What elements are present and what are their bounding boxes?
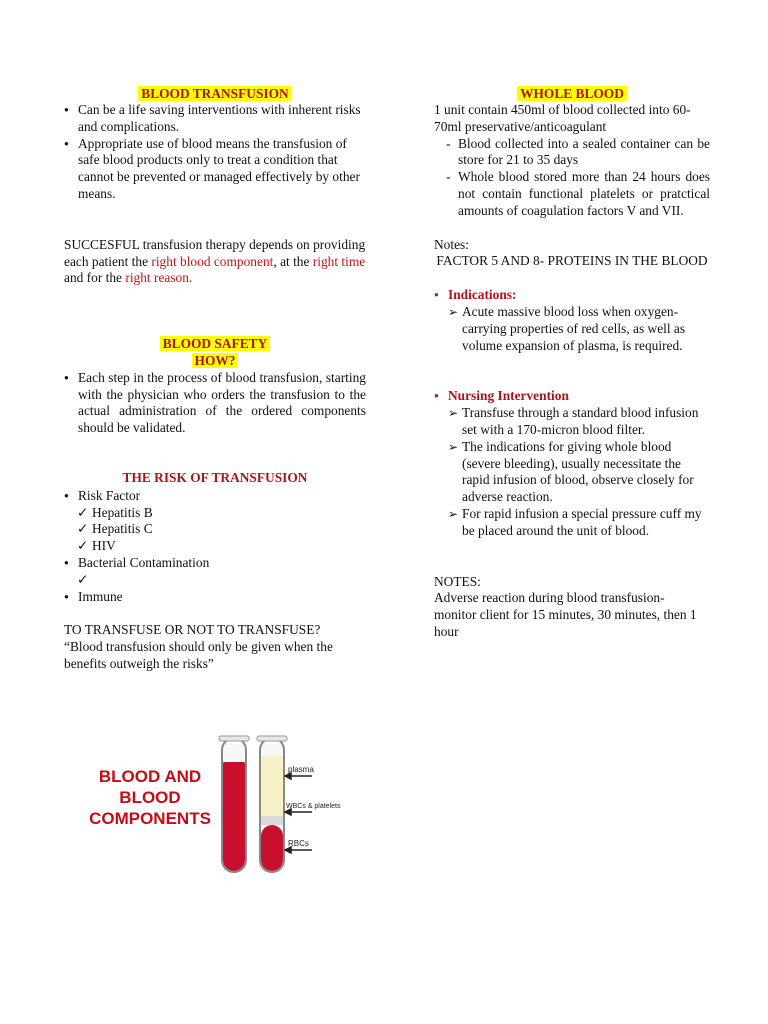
label-rbcs: RBCs — [288, 839, 309, 848]
indications-heading: ● Indications: — [434, 287, 710, 304]
check-item: ✓ Hepatitis C — [64, 521, 366, 538]
blood-transfusion-list — [64, 102, 366, 203]
whole-blood-intro: 1 unit contain 450ml of blood collected into 60-70ml preservative/anticoagulant — [434, 102, 691, 134]
risk-list — [64, 488, 366, 505]
test-tubes-illustration — [80, 704, 348, 880]
nursing-heading: ● Nursing Intervention — [434, 388, 710, 405]
tube-whole-blood — [219, 736, 249, 872]
check-item: ✓ HIV — [64, 538, 366, 555]
notes-text: FACTOR 5 AND 8- PROTEINS IN THE BLOOD — [436, 253, 708, 269]
blood-safety-heading: BLOOD SAFETY HOW? — [64, 336, 366, 370]
left-column — [64, 86, 366, 673]
notes2-label: NOTES: — [434, 573, 481, 589]
right-column — [434, 86, 710, 641]
blood-safety-list — [64, 370, 366, 437]
bacterial-checklist — [64, 572, 366, 589]
arrow-item: ➢ Transfuse through a standard blood infusion set with a 170-micron blood filter. — [434, 405, 710, 439]
label-wbcs-platelets: WBCs & platelets — [286, 803, 341, 810]
notes2-text: Adverse reaction during blood transfusion- monitor client for 15 minutes, 30 minutes, then 1 hour — [434, 590, 697, 639]
bacterial-list — [64, 555, 366, 572]
transfuse-quote: “Blood transfusion should only be given when the benefits outweigh the risks” — [64, 639, 333, 671]
indications-list — [434, 304, 710, 354]
success-paragraph: SUCCESFUL transfusion therapy depends on providing each patient the right blood component, at the right time and for the right reason. — [64, 236, 366, 286]
immune-list — [64, 589, 366, 606]
list-item: ● Immune — [64, 589, 366, 606]
arrow-item: ➢ For rapid infusion a special pressure cuff my be placed around the unit of blood. — [434, 506, 710, 540]
arrow-item: ➢ Acute massive blood loss when oxygen-carrying properties of red cells, as well as volume expansion of plasma, is required. — [434, 304, 710, 354]
risk-factor-checklist — [64, 505, 366, 555]
list-item: ● Appropriate use of blood means the transfusion of safe blood products only to treat a condition that cannot be prevented or managed effectively by other means. — [64, 136, 366, 203]
tube-separated-blood — [257, 736, 287, 872]
figure-title: BLOOD AND BLOOD COMPONENTS — [89, 767, 211, 828]
blood-transfusion-heading: BLOOD TRANSFUSION — [64, 86, 366, 102]
arrow-item: ➢ The indications for giving whole blood (severe bleeding), usually necessitate the rapid infusion of blood, observe closely for adverse reaction. — [434, 439, 710, 506]
check-item: ✓ Hepatitis B — [64, 505, 366, 522]
notes-label: Notes: — [434, 236, 469, 252]
nursing-list — [434, 405, 710, 539]
whole-blood-heading: WHOLE BLOOD — [434, 86, 710, 102]
check-item — [64, 572, 366, 589]
list-item: ● Risk Factor — [64, 488, 366, 505]
blood-components-figure — [80, 704, 348, 880]
label-plasma: plasma — [288, 765, 314, 774]
risk-heading: THE RISK OF TRANSFUSION — [122, 469, 308, 485]
transfuse-question: TO TRANSFUSE OR NOT TO TRANSFUSE? — [64, 622, 321, 638]
list-item: ● Each step in the process of blood transfusion, starting with the physician who orders the transfusion to the actual administration of the ordered components should be validated. — [64, 370, 366, 437]
whole-blood-dash-list — [434, 136, 710, 220]
list-item: ● Bacterial Contamination — [64, 555, 366, 572]
list-item: ● Can be a life saving interventions with inherent risks and complications. — [64, 102, 366, 136]
dash-item: - Whole blood stored more than 24 hours does not contain functional platelets or pratctical amounts of coagulation factors V and VII. — [434, 169, 710, 219]
dash-item: - Blood collected into a sealed container can be store for 21 to 35 days — [434, 136, 710, 170]
